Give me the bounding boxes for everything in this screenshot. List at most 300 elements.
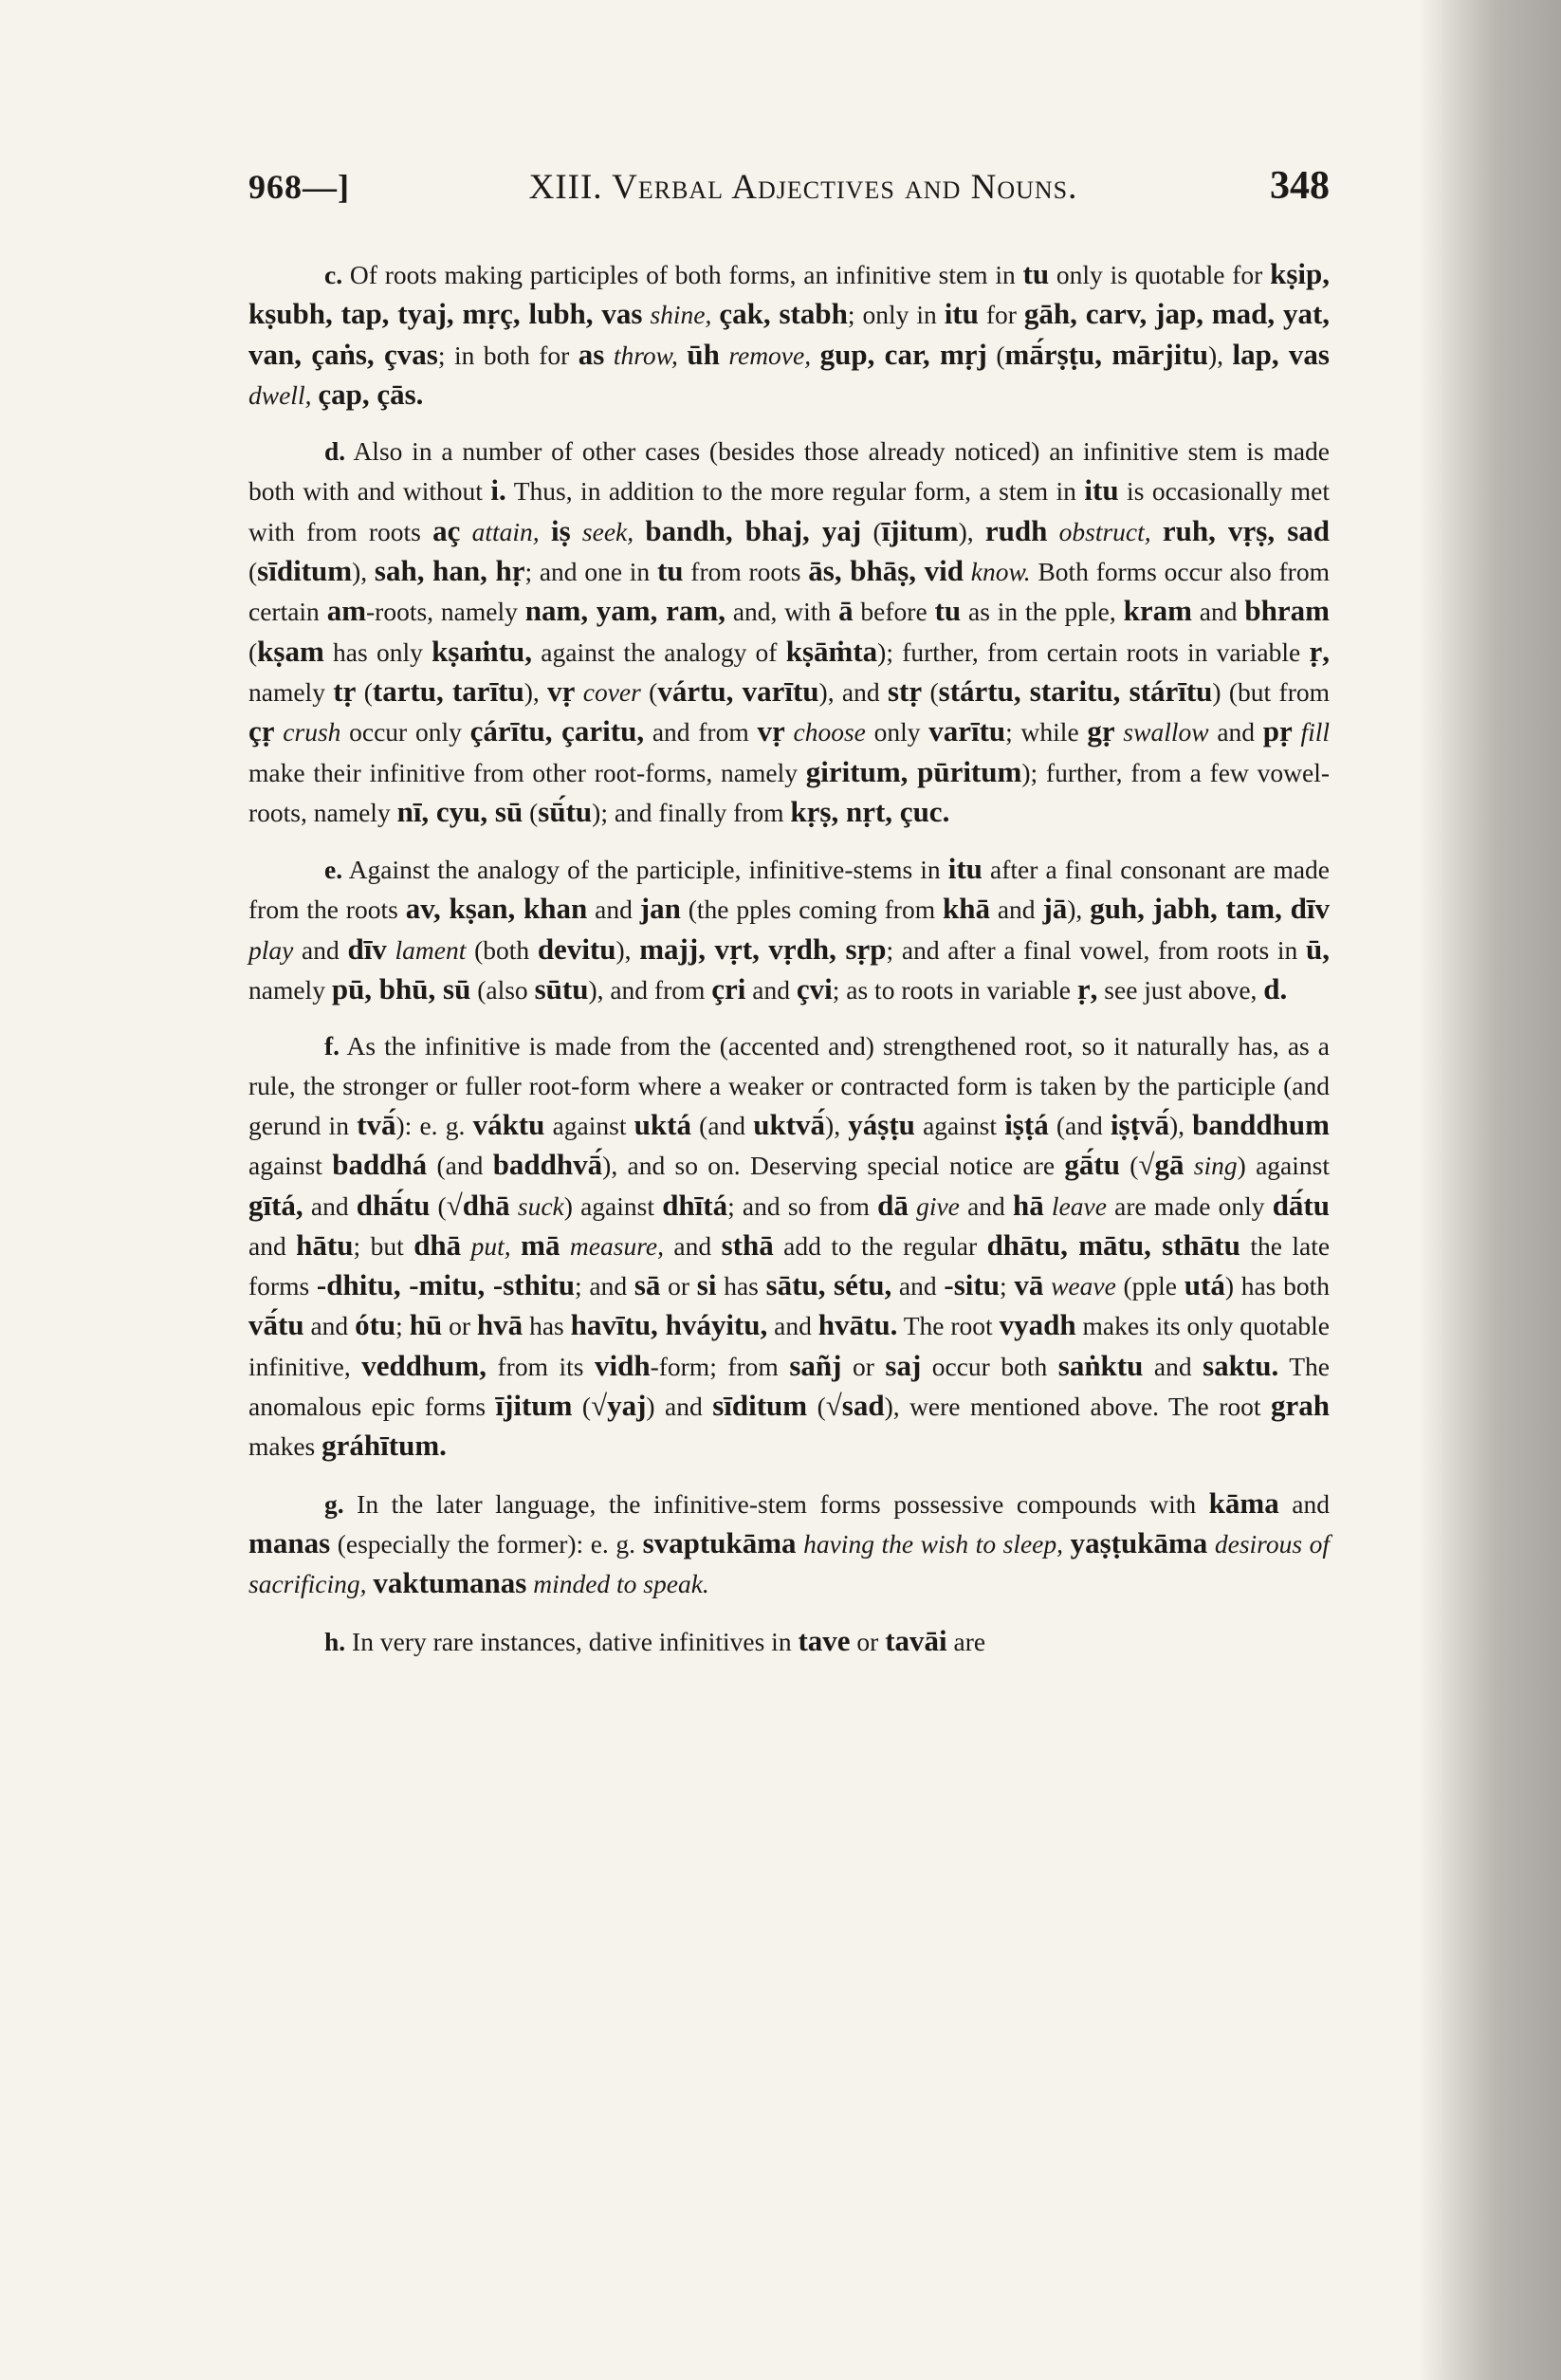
sanskrit-form: guh, jabh, tam, dīv — [1090, 892, 1330, 926]
sanskrit-form: vyadh — [999, 1308, 1076, 1342]
sanskrit-form: i. — [490, 473, 506, 507]
body-run: are — [946, 1626, 986, 1656]
body-run: ), were mentioned above. The root — [884, 1392, 1271, 1422]
gloss-text: choose — [793, 717, 866, 747]
body-run: namely — [248, 676, 334, 707]
sanskrit-form: dā — [877, 1188, 909, 1222]
body-run: from roots — [683, 557, 809, 587]
body-run: ; while — [1005, 717, 1088, 747]
sanskrit-form: majj, vṛt, vṛdh, sṛp — [639, 932, 887, 966]
sanskrit-form: aç — [432, 513, 461, 547]
body-run: and — [1278, 1488, 1330, 1519]
sanskrit-form: tu — [934, 594, 962, 628]
sanskrit-form: d. — [1263, 972, 1288, 1006]
body-run: ( — [807, 1392, 826, 1422]
body-run — [571, 517, 582, 546]
body-run: namely — [248, 975, 332, 1006]
body-run — [720, 341, 728, 370]
sanskrit-form: ṛ, — [1309, 634, 1330, 668]
sanskrit-form: as — [578, 337, 605, 371]
body-run: Thus, in addition to the more regular form, a stem in — [505, 476, 1085, 507]
sanskrit-form: yáṣṭu — [848, 1107, 915, 1141]
sanskrit-form: hātu — [296, 1227, 354, 1262]
page-number: 348 — [1270, 164, 1330, 208]
body-run: Against the analogy of the participle, infinitive-stems in — [342, 855, 948, 885]
body-run: before — [853, 597, 935, 627]
sanskrit-form: av, kṣan, khan — [405, 892, 588, 926]
body-run: from its — [487, 1351, 595, 1381]
body-run — [1063, 1529, 1071, 1559]
body-run: ), and — [818, 676, 888, 707]
body-run: makes its only quotable infinitive, — [248, 1311, 1330, 1381]
sanskrit-form: kṣam — [257, 634, 324, 668]
body-run: and — [248, 1230, 297, 1261]
body-run: ), — [523, 676, 548, 707]
body-run: ), — [352, 557, 375, 587]
body-run — [678, 341, 687, 370]
body-run: or — [850, 1626, 886, 1656]
paragraph-c — [248, 254, 1330, 415]
body-run: ; and after a final vowel, from roots in — [886, 934, 1306, 965]
sanskrit-form: çri — [711, 972, 746, 1006]
gloss-text: sing — [1193, 1151, 1238, 1181]
body-run: ( — [1119, 1151, 1139, 1181]
body-run: ; — [395, 1311, 410, 1341]
body-run: -form; from — [650, 1351, 790, 1381]
body-run: ), — [1207, 340, 1233, 370]
body-run: and — [1208, 717, 1263, 747]
body-run: (the pples coming from — [680, 895, 943, 925]
paragraph-label: c. — [324, 260, 343, 289]
sanskrit-form: devitu — [537, 932, 616, 966]
sanskrit-form: tṛ — [333, 673, 357, 708]
sanskrit-form: giritum, pūritum — [805, 754, 1022, 788]
body-run: In very rare instances, dative infinitives in — [345, 1626, 799, 1656]
sanskrit-form: banddhum — [1192, 1107, 1330, 1141]
sanskrit-form: itu — [944, 297, 979, 331]
page-gutter-shadow — [1419, 0, 1561, 2380]
body-run — [797, 1529, 804, 1559]
sanskrit-form: nī, cyu, sū — [396, 794, 523, 828]
sanskrit-form: hū — [409, 1308, 443, 1342]
body-run: (also — [470, 975, 535, 1006]
sanskrit-form: stṛ — [887, 673, 923, 708]
sanskrit-form: lap, vas — [1232, 337, 1330, 371]
sanskrit-form: ījitum — [495, 1389, 573, 1423]
gloss-text: give — [916, 1190, 960, 1221]
sanskrit-form: tartu, tarītu — [372, 673, 524, 708]
sanskrit-form: sthā — [721, 1227, 774, 1262]
body-run: (pple — [1115, 1271, 1185, 1301]
sanskrit-form: ruh, vṛṣ, sad — [1162, 513, 1331, 547]
body-run: add to the regular — [773, 1230, 987, 1261]
gloss-text: obstruct, — [1058, 516, 1151, 546]
paragraph-f — [248, 1026, 1330, 1466]
paragraph-label: h. — [324, 1626, 346, 1656]
sanskrit-form: sīditum — [712, 1389, 808, 1423]
sanskrit-form: √yaj — [591, 1389, 647, 1423]
sanskrit-form: saṅktu — [1057, 1348, 1144, 1382]
sanskrit-form: çak, stabh — [719, 297, 848, 331]
body-run — [604, 341, 613, 370]
body-run — [511, 1231, 521, 1261]
sanskrit-form: tavāi — [885, 1623, 947, 1657]
body-run: only — [865, 717, 929, 747]
paragraph-label: f. — [324, 1031, 340, 1061]
body-run: as in the pple, — [961, 597, 1124, 627]
body-run: (both — [466, 934, 538, 965]
body-run — [461, 1231, 470, 1261]
body-run: ( — [986, 340, 1005, 370]
sanskrit-form: si — [696, 1268, 717, 1302]
body-text — [248, 254, 1330, 1678]
body-run — [1151, 517, 1163, 546]
sanskrit-form: ótu — [355, 1308, 396, 1342]
paragraph-d — [248, 432, 1330, 832]
gloss-text: throw, — [613, 340, 678, 370]
body-run: and — [989, 895, 1043, 925]
sanskrit-form: sah, han, hṛ — [374, 554, 525, 588]
body-run: ( — [430, 1190, 447, 1221]
body-run — [811, 341, 819, 370]
sanskrit-form: gṛ — [1087, 714, 1115, 748]
sanskrit-form: iṣ — [550, 513, 571, 547]
body-run — [387, 935, 395, 965]
body-run: Of roots making participles of both forms, an infinitive stem in — [342, 260, 1023, 289]
body-run: only is quotable for — [1049, 260, 1271, 289]
sanskrit-form: kṛṣ, nṛt, çuc. — [790, 794, 950, 828]
sanskrit-form: váktu — [472, 1107, 545, 1141]
body-run: The anomalous epic forms — [248, 1351, 1330, 1422]
body-run: against — [248, 1151, 333, 1181]
sanskrit-form: vidh — [594, 1348, 651, 1382]
body-run — [575, 677, 582, 707]
sanskrit-form: hvā — [476, 1308, 523, 1342]
body-run: ) (but from — [1212, 676, 1330, 707]
running-head — [248, 163, 1330, 220]
gloss-text: measure, — [569, 1230, 664, 1261]
sanskrit-form: gā́tu — [1064, 1148, 1120, 1182]
body-run: ( — [640, 676, 658, 707]
body-run: ), — [615, 934, 640, 965]
body-run: -roots, namely — [366, 597, 525, 627]
body-run: and — [891, 1271, 945, 1301]
body-run: ; and — [575, 1271, 634, 1301]
sanskrit-form: -dhitu, -mitu, -sthitu — [316, 1268, 576, 1302]
sanskrit-form: saktu. — [1203, 1348, 1279, 1382]
sanskrit-form: itu — [947, 852, 983, 886]
body-run — [909, 1191, 916, 1221]
body-run: ) and — [646, 1392, 713, 1422]
sanskrit-form: bhram — [1244, 594, 1330, 628]
sanskrit-form: am — [326, 594, 367, 628]
sanskrit-form: √dhā — [446, 1188, 510, 1222]
sanskrit-form: kram — [1123, 594, 1192, 628]
sanskrit-form: utá — [1184, 1268, 1225, 1302]
sanskrit-form: √sad — [825, 1389, 885, 1423]
sanskrit-form: saj — [885, 1348, 922, 1382]
body-run: and — [959, 1190, 1013, 1221]
gloss-text: minded to speak. — [533, 1569, 709, 1599]
sanskrit-form: gup, car, mṛj — [819, 337, 987, 371]
body-run: and — [1191, 597, 1245, 627]
body-run: ): e. g. — [395, 1110, 473, 1140]
sanskrit-form: mā — [521, 1227, 560, 1262]
sanskrit-form: kṣāṁta — [785, 634, 878, 668]
sanskrit-form: sātu, sétu, — [765, 1268, 892, 1302]
sanskrit-form: -situ — [944, 1268, 1000, 1302]
body-run: (and — [427, 1151, 493, 1181]
body-run — [1207, 1529, 1215, 1559]
body-run — [460, 517, 471, 546]
sanskrit-form: vṛ — [757, 714, 785, 748]
sanskrit-form: hvātu. — [817, 1308, 898, 1342]
body-run: Both forms occur also from certain — [248, 557, 1330, 627]
sanskrit-form: manas — [248, 1525, 331, 1559]
body-run: ( — [861, 516, 882, 546]
sanskrit-form: gītá, — [248, 1188, 303, 1222]
gloss-text: dwell, — [248, 379, 312, 410]
body-run: ( — [572, 1392, 592, 1422]
body-run — [1043, 1271, 1051, 1301]
body-run: The root — [897, 1311, 1000, 1341]
sanskrit-form: vártu, varītu — [657, 673, 819, 708]
sanskrit-form: dīv — [347, 932, 387, 966]
body-run: ), and from — [588, 975, 712, 1006]
sanskrit-form: kāma — [1208, 1485, 1279, 1520]
body-run: and from — [644, 717, 758, 747]
body-run — [275, 717, 284, 747]
gloss-text: cover — [582, 676, 641, 707]
body-run: ) has both — [1224, 1271, 1330, 1301]
body-run: see just above, — [1097, 975, 1264, 1006]
sanskrit-form: sīditum — [257, 554, 353, 588]
body-run: ), — [958, 516, 985, 546]
gloss-text: attain, — [471, 516, 540, 546]
body-run: ; and so from — [727, 1190, 878, 1221]
body-run: for — [978, 300, 1024, 330]
sanskrit-form: √gā — [1138, 1148, 1185, 1182]
sanskrit-form: tave — [798, 1623, 851, 1657]
sanskrit-form: pū, bhū, sū — [331, 972, 471, 1006]
body-run: ( — [248, 637, 258, 667]
gloss-text: put, — [470, 1230, 511, 1261]
sanskrit-form: ṛ, — [1076, 972, 1098, 1006]
sanskrit-form: sā — [634, 1268, 661, 1302]
sanskrit-form: stártu, staritu, stárītu — [938, 673, 1213, 708]
sanskrit-form: kṣip, kṣubh, tap, tyaj, mṛç, lubh, vas — [248, 257, 1330, 331]
body-run: ; only in — [847, 300, 945, 330]
body-run — [1184, 1151, 1193, 1180]
body-run: ( — [356, 676, 373, 707]
gloss-text: having the wish to sleep, — [803, 1528, 1064, 1559]
paragraph-g — [248, 1484, 1330, 1604]
paragraph-label: g. — [324, 1488, 344, 1519]
sanskrit-form: dhītá — [662, 1188, 728, 1222]
sanskrit-form: khā — [942, 892, 990, 926]
sanskrit-form: ās, bhāṣ, vid — [808, 554, 964, 588]
gloss-text: seek, — [581, 516, 634, 546]
body-run: occur only — [340, 717, 470, 747]
paragraph-label: e. — [324, 855, 343, 885]
body-run: or — [442, 1311, 477, 1341]
body-run: has only — [323, 637, 432, 667]
sanskrit-form: gāh, carv, jap, mad, yat, van, çaṅs, çvas — [248, 297, 1331, 371]
sanskrit-form: çap, çās. — [318, 377, 424, 411]
body-run: occur both — [921, 1351, 1058, 1381]
body-run: and — [1143, 1351, 1203, 1381]
paragraph-h — [248, 1621, 1330, 1661]
body-run: ); further, from a few vowel-roots, namely — [248, 757, 1330, 827]
sanskrit-form: veddhum, — [361, 1348, 487, 1382]
body-run — [1044, 1191, 1052, 1221]
body-run: ; but — [353, 1230, 414, 1261]
body-run: are made only — [1106, 1190, 1273, 1221]
sanskrit-form: tu — [1022, 257, 1050, 290]
sanskrit-form: bandh, bhaj, yaj — [645, 513, 862, 547]
body-run: (and — [690, 1110, 754, 1140]
sanskrit-form: ījitum — [881, 513, 959, 547]
body-run: and — [767, 1311, 818, 1341]
body-run — [560, 1231, 569, 1261]
body-run: (especially the former): e. g. — [330, 1528, 643, 1559]
body-run: ; — [999, 1271, 1015, 1301]
gloss-text: know. — [970, 557, 1031, 587]
gloss-text: shine, — [650, 300, 712, 330]
sanskrit-form: dhātu, mātu, sthātu — [986, 1227, 1240, 1262]
sanskrit-form: baddhvā́ — [492, 1148, 603, 1182]
gloss-text: play — [248, 934, 294, 965]
sanskrit-form: vā — [1014, 1268, 1044, 1302]
body-run: ; in both for — [437, 340, 578, 370]
body-run — [540, 517, 551, 546]
paragraph-label: d. — [324, 436, 346, 467]
body-run: ), — [825, 1110, 849, 1140]
body-run: ( — [523, 797, 539, 827]
sanskrit-form: gráhītum. — [321, 1429, 447, 1463]
body-run — [1047, 517, 1058, 546]
gloss-text: desirous of sacrificing, — [248, 1528, 1331, 1599]
gloss-text: suck — [517, 1190, 564, 1221]
body-run: (and — [1048, 1110, 1111, 1140]
body-run: ), — [1168, 1110, 1193, 1140]
chapter-title: XIII. Verbal Adjectives and Nouns. — [528, 168, 1078, 207]
sanskrit-form: iṣṭvā́ — [1110, 1107, 1169, 1141]
sanskrit-form: vṛ — [547, 673, 576, 708]
body-run: against — [544, 1110, 634, 1140]
body-run — [1293, 717, 1301, 747]
body-run: ); further, from certain roots in variable — [877, 637, 1310, 667]
gloss-text: fill — [1300, 717, 1331, 747]
body-run: the late forms — [248, 1230, 1331, 1301]
gloss-text: leave — [1051, 1190, 1107, 1221]
body-run: ), and so on. Deserving special notice are — [602, 1151, 1065, 1181]
sanskrit-form: varītu — [928, 714, 1006, 748]
body-run: and — [587, 895, 640, 925]
body-run: has — [523, 1311, 571, 1341]
sanskrit-form: sañj — [789, 1348, 842, 1382]
body-run: and — [303, 1311, 356, 1341]
body-run: and — [293, 934, 348, 965]
sanskrit-form: çvi — [796, 972, 833, 1006]
body-run: As the infinitive is made from the (accented and) strengthened root, so it naturally has, as a rule, the stronger or fuller root-form where a weaker or contracted form is taken by the participle (and gerund in — [248, 1031, 1330, 1140]
body-run: and — [745, 975, 797, 1006]
sanskrit-form: jan — [639, 892, 681, 926]
body-run: ) against — [563, 1190, 663, 1221]
sanskrit-form: sūtu — [534, 972, 589, 1006]
sanskrit-form: tu — [656, 554, 684, 588]
sanskrit-form: nam, yam, ram, — [524, 594, 725, 628]
sanskrit-form: svaptukāma — [642, 1525, 797, 1559]
sanskrit-form: yaṣṭukāma — [1070, 1525, 1208, 1559]
body-run: ), — [1067, 895, 1091, 925]
sanskrit-form: pṛ — [1262, 714, 1293, 748]
body-run: make their infinitive from other root-forms, namely — [248, 757, 806, 787]
gloss-text: remove, — [728, 340, 812, 370]
gloss-text: crush — [283, 717, 341, 747]
sanskrit-form: iṣṭá — [1004, 1107, 1049, 1141]
sanskrit-form: rudh — [984, 513, 1048, 547]
body-run: In the later language, the infinitive-stem forms possessive compounds with — [343, 1488, 1209, 1519]
body-run: ( — [922, 676, 939, 707]
sanskrit-form: kṣaṁtu, — [432, 634, 533, 668]
body-run: against the analogy of — [532, 637, 786, 667]
sanskrit-form: ū, — [1306, 932, 1330, 966]
sanskrit-form: vaktumanas — [373, 1566, 527, 1600]
sanskrit-form: tvā́ — [357, 1107, 396, 1141]
body-run — [964, 557, 971, 586]
sanskrit-form: baddhá — [332, 1148, 428, 1182]
gloss-text: swallow — [1123, 717, 1209, 747]
sanskrit-form: havītu, hváyitu, — [570, 1308, 768, 1342]
sanskrit-form: jā — [1042, 892, 1068, 926]
paragraph-e — [248, 849, 1330, 1009]
sanskrit-form: çárītu, çaritu, — [469, 714, 645, 748]
section-reference: 968—] — [248, 168, 350, 206]
body-run: makes — [248, 1431, 322, 1462]
gloss-text: weave — [1051, 1271, 1116, 1301]
body-run: against — [914, 1110, 1005, 1140]
sanskrit-form: dhā́tu — [356, 1188, 431, 1222]
body-run: Also in a number of other cases (besides those already noticed) an infinitive stem is made both with and without — [248, 436, 1330, 507]
sanskrit-form: grah — [1270, 1389, 1330, 1423]
sanskrit-form: mā́rṣṭu, mārjitu — [1004, 337, 1208, 371]
sanskrit-form: uktvā́ — [753, 1107, 826, 1141]
body-run — [634, 517, 645, 546]
body-run — [510, 1191, 518, 1221]
body-run: ; as to roots in variable — [832, 975, 1077, 1006]
gloss-text: lament — [395, 934, 467, 965]
body-run: ); and finally from — [592, 797, 791, 827]
sanskrit-form: uktá — [634, 1107, 691, 1141]
sanskrit-form: dā́tu — [1272, 1188, 1330, 1222]
body-run: or — [660, 1271, 697, 1301]
sanskrit-form: hā — [1012, 1188, 1044, 1222]
body-run: and, with — [725, 597, 839, 627]
sanskrit-form: sū́tu — [538, 794, 593, 828]
body-run: ( — [248, 557, 258, 587]
sanskrit-form: ūh — [687, 337, 720, 371]
sanskrit-form: vā́tu — [248, 1308, 304, 1342]
sanskrit-form: ā — [838, 594, 854, 628]
body-run: and — [663, 1230, 722, 1261]
sanskrit-form: dhā — [413, 1227, 462, 1262]
body-run: or — [841, 1351, 886, 1381]
body-run: ) against — [1237, 1151, 1330, 1181]
body-run: and — [303, 1190, 357, 1221]
body-run: ; and one in — [524, 557, 657, 587]
sanskrit-form: çṛ — [248, 714, 275, 748]
